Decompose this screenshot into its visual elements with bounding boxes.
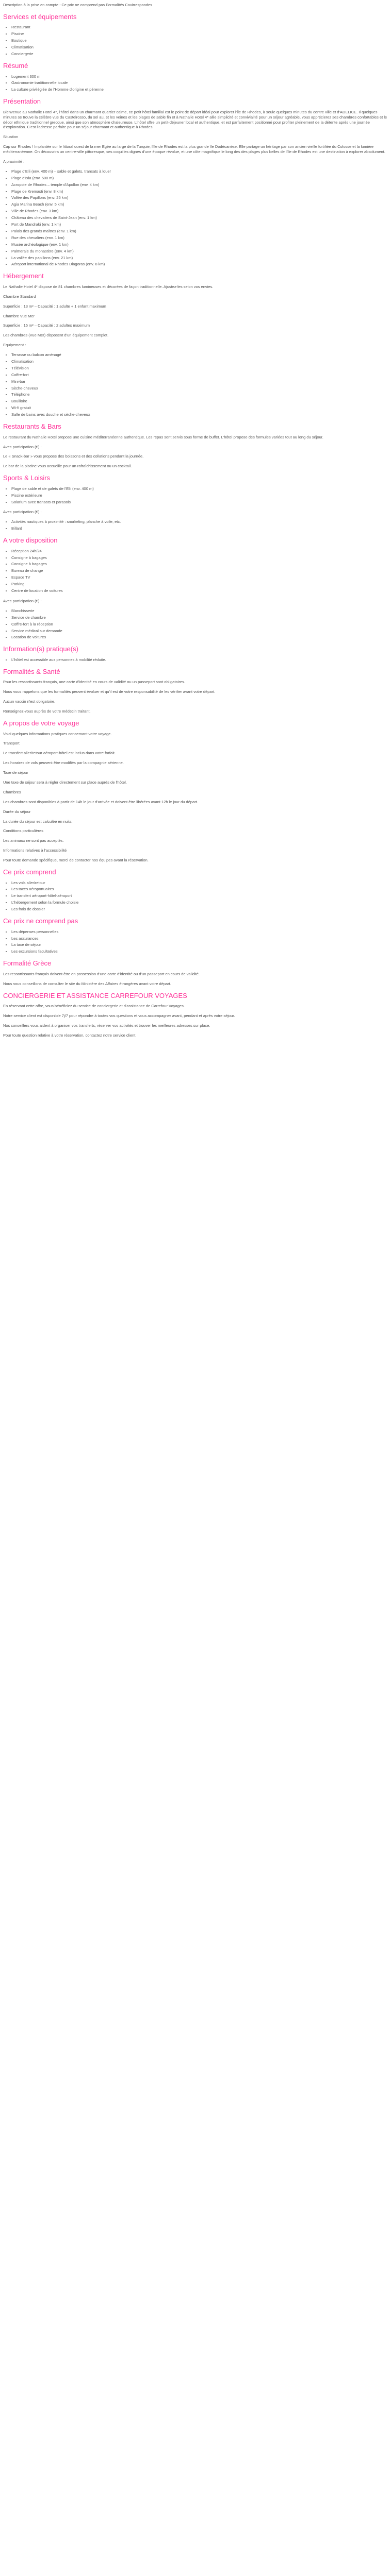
price-excludes-heading: Ce prix ne comprend pas xyxy=(3,917,78,925)
good-to-know-paragraph: Informations relatives à l'accessibilité xyxy=(3,848,67,853)
list-item: • Consigne à bagages xyxy=(11,555,388,561)
good-to-know-paragraph: Une taxe de séjour sera à régler directement sur place auprès de l'hôtel. xyxy=(3,779,127,785)
list-item: • Plage d'Elli (env. 400 m) – sable et galets, transats à louer xyxy=(11,169,388,174)
hebergement-heading: Hébergement xyxy=(3,272,44,280)
list-item: • Château des chevaliers de Saint-Jean (env. 1 km) xyxy=(11,215,388,221)
list-item: • L'hébergement selon la formule choisie xyxy=(11,900,388,905)
restaurants-paragraph: Le « Snack-bar » vous propose des boissons et des collations pendant la journée. xyxy=(3,454,144,459)
list-item: • Les taxes aéroportuaires xyxy=(11,887,388,892)
list-item: • Palmeraie du monastère (env. 4 km) xyxy=(11,249,388,254)
restaurants-paragraph: Le restaurant du Nathalie Hotel propose une cuisine méditerranéenne authentique. Les repas sont servis sous forme de buffet. L'hôtel propose des formules variées tout au long du séjour. xyxy=(3,434,323,439)
information-list xyxy=(3,657,388,663)
list-item: • Plage de Kremasti (env. 8 km) xyxy=(11,189,388,194)
hebergement-paragraph: Chambre Standard xyxy=(3,294,36,299)
price-includes-list xyxy=(3,880,388,912)
list-item: • Solarium avec transats et parasols xyxy=(11,500,388,505)
formalites-paragraph: Renseignez-vous auprès de votre médecin traitant. xyxy=(3,709,91,714)
restaurants-heading: Restaurants & Bars xyxy=(3,422,61,431)
activities-heading: Avec participation (€) : xyxy=(3,510,42,515)
formalites-paragraph: Aucun vaccin n'est obligatoire. xyxy=(3,699,56,704)
list-item: • Parking xyxy=(11,582,388,587)
list-item: • Wi-fi gratuit xyxy=(11,405,388,411)
good-to-know-paragraph: Pour toute demande spécifique, merci de contacter nos équipes avant la réservation. xyxy=(3,858,149,863)
good-to-know-paragraph: Taxe de séjour xyxy=(3,770,28,775)
list-item: • Musée archéologique (env. 1 km) xyxy=(11,242,388,247)
hebergement-paragraph: Les chambres (Vue Mer) disposent d'un équipement complet. xyxy=(3,333,109,338)
list-item: • Logement 300 m xyxy=(11,74,388,79)
list-item: • L'hôtel est accessible aux personnes à mobilité réduite. xyxy=(11,657,388,663)
good-to-know-heading: A propos de votre voyage xyxy=(3,719,79,727)
list-item: • La taxe de séjour xyxy=(11,942,388,947)
list-item: • Ville de Rhodes (env. 3 km) xyxy=(11,209,388,214)
hebergement-paragraph: Chambre Vue Mer xyxy=(3,313,35,318)
good-to-know-paragraph: Durée du séjour xyxy=(3,809,31,814)
activities-list xyxy=(3,519,388,531)
hebergement-paragraph: Superficie : 15 m² – Capacité : 2 adultes maximum xyxy=(3,323,90,328)
list-item: • Boutique xyxy=(11,38,388,43)
list-item: • Réception 24h/24 xyxy=(11,549,388,554)
list-item: • Bureau de change xyxy=(11,568,388,573)
formalite-grece-paragraph: Nous vous conseillons de consulter le site du Ministère des Affaires étrangères avant votre départ. xyxy=(3,981,171,986)
price-includes-heading: Ce prix comprend xyxy=(3,868,56,876)
list-item: • Téléphone xyxy=(11,392,388,397)
restaurants-paragraph: Le bar de la piscine vous accueille pour un rafraîchissement ou un cocktail. xyxy=(3,464,132,469)
list-item: • Mini-bar xyxy=(11,379,388,384)
list-item: • Coffre-fort à la réception xyxy=(11,622,388,627)
list-item: • Télévision xyxy=(11,366,388,371)
disposition-list xyxy=(3,549,388,594)
list-item: • Plage d'Ixia (env. 500 m) xyxy=(11,176,388,181)
formalites-paragraph: Nous vous rappelons que les formalités peuvent évoluer et qu'il est de votre responsabilité de les vérifier avant votre départ. xyxy=(3,689,216,694)
list-item: • Les vols aller/retour xyxy=(11,880,388,886)
list-item: • La culture privilégiée de l'Homme d'origine et pérenne xyxy=(11,87,388,92)
list-item: • Terrasse ou balcon aménagé xyxy=(11,352,388,358)
good-to-know-paragraph: Voici quelques informations pratiques concernant votre voyage. xyxy=(3,731,112,736)
good-to-know-paragraph: Conditions particulières xyxy=(3,828,43,834)
list-item: • Billard xyxy=(11,526,388,531)
list-item: • Coffre-fort xyxy=(11,372,388,378)
list-item: • Plage de sable et de galets de l'Elli (env. 400 m) xyxy=(11,486,388,492)
paid-services-list xyxy=(3,608,388,640)
list-item: • Vallée des Papillons (env. 25 km) xyxy=(11,195,388,200)
list-item: • Centre de location de voitures xyxy=(11,588,388,594)
sports-heading: Sports & Loisirs xyxy=(3,474,51,482)
good-to-know-paragraph: Chambres xyxy=(3,789,21,794)
list-item: • Location de voitures xyxy=(11,635,388,640)
equipment-heading: Equipement : xyxy=(3,343,26,348)
list-item: • Le transfert aéroport-hôtel-aéroport xyxy=(11,893,388,899)
list-item: • Salle de bains avec douche et sèche-cheveux xyxy=(11,412,388,417)
list-item: • Restaurant xyxy=(11,25,388,30)
resume-list xyxy=(3,74,388,93)
hebergement-paragraph: Le Nathalie Hotel 4* dispose de 81 chambres lumineuses et décorées de façon traditionnelle. Ajustez-les selon vos envies. xyxy=(3,284,214,289)
good-to-know-paragraph: Transport xyxy=(3,741,20,746)
formalite-grece-paragraph: Les ressortissants français doivent être en possession d'une carte d'identité ou d'un passeport en cours de validité. xyxy=(3,971,200,976)
list-item: • Les dépenses personnelles xyxy=(11,929,388,935)
equipment-list xyxy=(3,352,388,417)
list-item: • Bouilloire xyxy=(11,399,388,404)
conciergerie-paragraph: Pour toute question relative à votre réservation, contactez notre service client. xyxy=(3,1032,137,1038)
list-item: • Les frais de dossier xyxy=(11,907,388,912)
services-equipments-heading: Services et équipements xyxy=(3,12,77,21)
conciergerie-paragraph: Nos conseillers vous aident à organiser vos transferts, réserver vos activités et trouver les meilleures adresses sur place. xyxy=(3,1023,210,1028)
services-equipments-list xyxy=(3,25,388,56)
list-item: • Gastronomie traditionnelle locale xyxy=(11,80,388,86)
conciergerie-heading: CONCIERGERIE ET ASSISTANCE CARREFOUR VOYAGES xyxy=(3,991,187,999)
list-item: • Palais des grands maîtres (env. 1 km) xyxy=(11,229,388,234)
list-item: • La vallée des papillons (env. 21 km) xyxy=(11,256,388,261)
list-item: • Agia Marina Beach (env. 5 km) xyxy=(11,202,388,207)
list-item: • Acropole de Rhodes – temple d'Apollon (env. 4 km) xyxy=(11,182,388,188)
presentation-heading: Présentation xyxy=(3,97,41,106)
presentation-paragraph: Cap sur Rhodes ! Implantée sur le littoral ouest de la mer Egée au large de la Turquie, l'île de Rhodes est la plus grande île Dodécanèse. Elle partage un héritage par son ancien vieille fortifiée du Colosse et la lumière méditerranéenne. On découvrira un centre-ville pittoresque, ses coquilles dignes d'une époque révolue, et une côte magnifique le long des des plages plus belles de l'île de Rhodes est une destination à explorer absolument. xyxy=(3,144,385,155)
restaurants-paragraph: Avec participation (€) : xyxy=(3,444,42,449)
formalites-heading: Formalités & Santé xyxy=(3,667,60,675)
conciergerie-paragraph: Notre service client est disponible 7j/7 pour répondre à toutes vos questions et vous accompagner avant, pendant et après votre séjour. xyxy=(3,1013,235,1019)
list-item: • Consigne à bagages xyxy=(11,562,388,567)
hebergement-paragraph: Superficie : 13 m² – Capacité : 1 adulte + 1 enfant maximum xyxy=(3,303,106,309)
formalite-grece-heading: Formalité Grèce xyxy=(3,959,52,968)
list-item: • Piscine xyxy=(11,31,388,37)
proximity-list xyxy=(3,169,388,267)
good-to-know-paragraph: Les horaires de vols peuvent être modifiés par la compagnie aérienne. xyxy=(3,760,124,766)
proximity-heading: A proximité : xyxy=(3,159,25,164)
good-to-know-paragraph: Les animaux ne sont pas acceptés. xyxy=(3,838,64,843)
list-item: • Service de chambre xyxy=(11,615,388,620)
list-item: • Sèche-cheveux xyxy=(11,386,388,391)
disposition-heading: A votre disposition xyxy=(3,536,58,545)
list-item: • Rue des chevaliers (env. 1 km) xyxy=(11,235,388,241)
list-item: • Piscine extérieure xyxy=(11,493,388,498)
list-item: • Les assurances xyxy=(11,936,388,941)
presentation-paragraph: Bienvenue au Nathalie Hotel 4*, l'hôtel dans un charmant quartier calme, ce petit hôtel familial est le point de départ idéal pour explorer l'île de Rhodes, à seule quelques minutes du centre ville et d'ADELICE. Il quelques minutes se trouve la célèbre vue du Castelrosso, du sel au, et les veines et les plages de sable fin et à Nathalie Hotel 4* allie simplicité et convivialité pour un séjour agréable, vous apprécierez ses chambres confortables et le décor ethnique traditionnel grecque, ainsi que son atmosphère chaleureuse. L'hôtel offre un petit-déjeuner local et authentique, et est parfaitement positionné pour profiter pleinement de la détente après une journée d'exploration. C'est l'adresse parfaite pour un séjour charmant et authentique à Rhodes. xyxy=(3,109,387,130)
list-item: • Climatisation xyxy=(11,45,388,50)
paid-services-heading: Avec participation (€) : xyxy=(3,598,42,603)
information-heading: Information(s) pratique(s) xyxy=(3,645,78,653)
good-to-know-paragraph: Le transfert aller/retour aéroport-hôtel est inclus dans votre forfait. xyxy=(3,751,116,756)
list-item: • Blanchisserie xyxy=(11,608,388,614)
formalites-paragraph: Pour les ressortissants français, une carte d'identité en cours de validité ou un passeport sont obligatoires. xyxy=(3,680,185,685)
intro-line: Description à la prise en compte : Ce prix ne comprend pas Formalités Covirrespondes xyxy=(3,3,152,7)
list-item: • Service médical sur demande xyxy=(11,629,388,634)
list-item: • Espace TV xyxy=(11,575,388,580)
list-item: • Activités nautiques à proximité : snorkeling, planche à voile, etc. xyxy=(11,519,388,524)
list-item: • Les excursions facultatives xyxy=(11,949,388,954)
list-item: • Port de Mandraki (env. 1 km) xyxy=(11,222,388,227)
good-to-know-paragraph: Les chambres sont disponibles à partir de 14h le jour d'arrivée et doivent être libérées avant 12h le jour du départ. xyxy=(3,799,198,804)
list-item: • Aéroport international de Rhodes Diagoras (env. 8 km) xyxy=(11,262,388,267)
presentation-paragraph: Situation xyxy=(3,134,19,140)
sports-list xyxy=(3,486,388,505)
resume-heading: Résumé xyxy=(3,61,28,70)
document-body xyxy=(0,0,391,1038)
price-excludes-list xyxy=(3,929,388,955)
good-to-know-paragraph: La durée du séjour est calculée en nuits. xyxy=(3,819,73,824)
list-item: • Climatisation xyxy=(11,359,388,364)
conciergerie-paragraph: En réservant cette offre, vous bénéficiez du service de conciergerie et d'assistance de Carrefour Voyages. xyxy=(3,1004,185,1009)
list-item: • Conciergerie xyxy=(11,52,388,57)
